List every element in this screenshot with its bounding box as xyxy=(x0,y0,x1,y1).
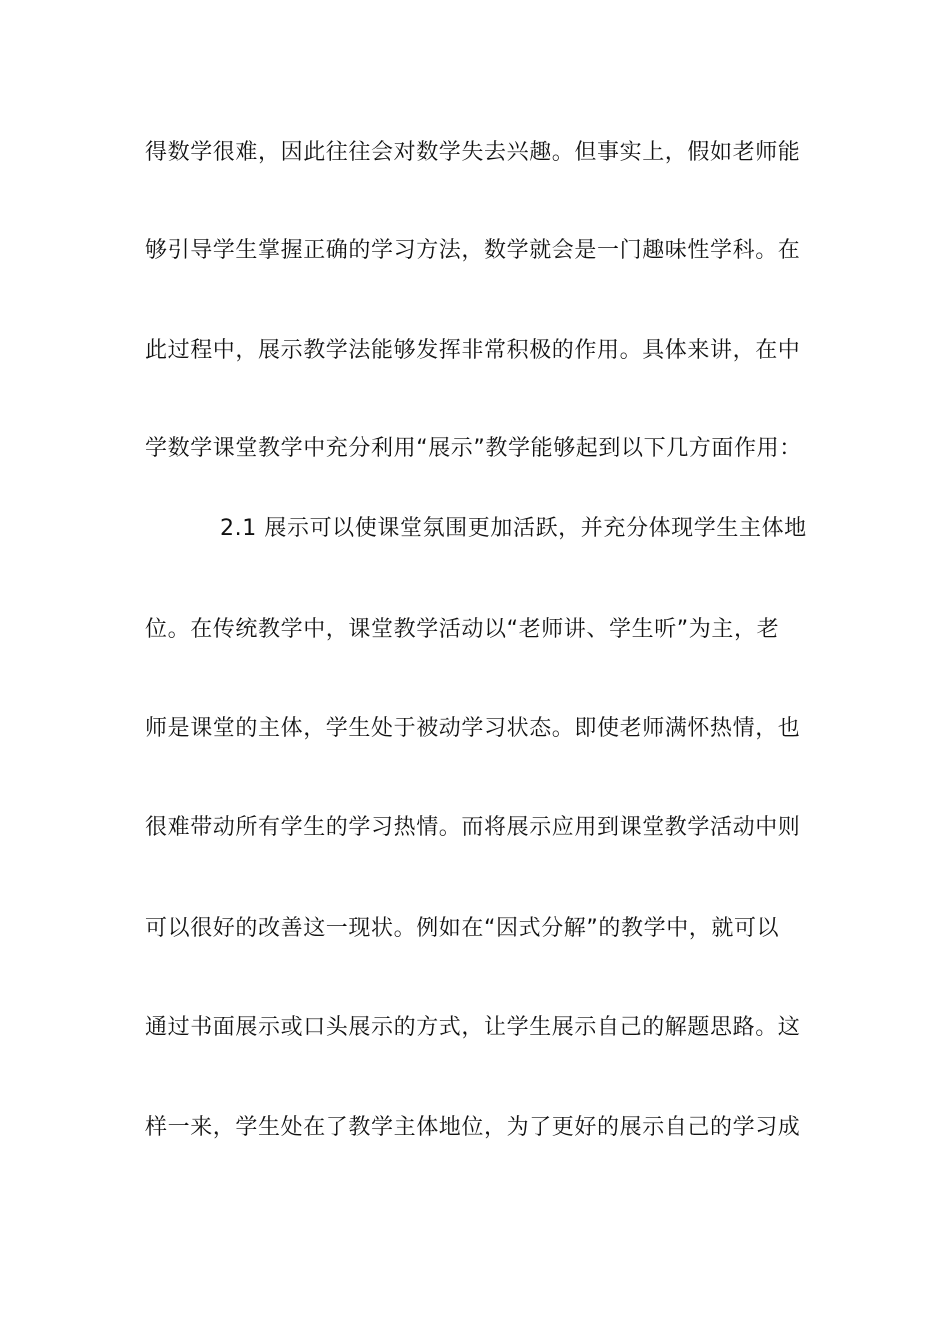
body-text-line-1: 得数学很难，因此往往会对数学失去兴趣。但事实上，假如老师能 xyxy=(145,140,801,165)
body-text-line-7: 师是课堂的主体，学生处于被动学习状态。即使老师满怀热情，也 xyxy=(145,716,801,741)
body-text-line-9: 可以很好的改善这一现状。例如在“因式分解”的教学中，就可以 xyxy=(145,916,780,941)
body-text-line-10: 通过书面展示或口头展示的方式，让学生展示自己的解题思路。这 xyxy=(145,1015,801,1040)
body-text-line-4: 学数学课堂教学中充分利用“展示”教学能够起到以下几方面作用： xyxy=(145,436,802,461)
body-text-line-2: 够引导学生掌握正确的学习方法，数学就会是一门趣味性学科。在 xyxy=(145,238,801,263)
body-text-line-3: 此过程中，展示教学法能够发挥非常积极的作用。具体来讲，在中 xyxy=(145,338,801,363)
body-text-line-8: 很难带动所有学生的学习热情。而将展示应用到课堂教学活动中则 xyxy=(145,815,801,840)
body-text-line-11: 样一来，学生处在了教学主体地位，为了更好的展示自己的学习成 xyxy=(145,1115,801,1140)
section-heading-2-1: 2.1 展示可以使课堂氛围更加活跃，并充分体现学生主体地 xyxy=(220,516,807,541)
body-text-line-6: 位。在传统教学中，课堂教学活动以“老师讲、学生听”为主，老 xyxy=(145,617,780,642)
